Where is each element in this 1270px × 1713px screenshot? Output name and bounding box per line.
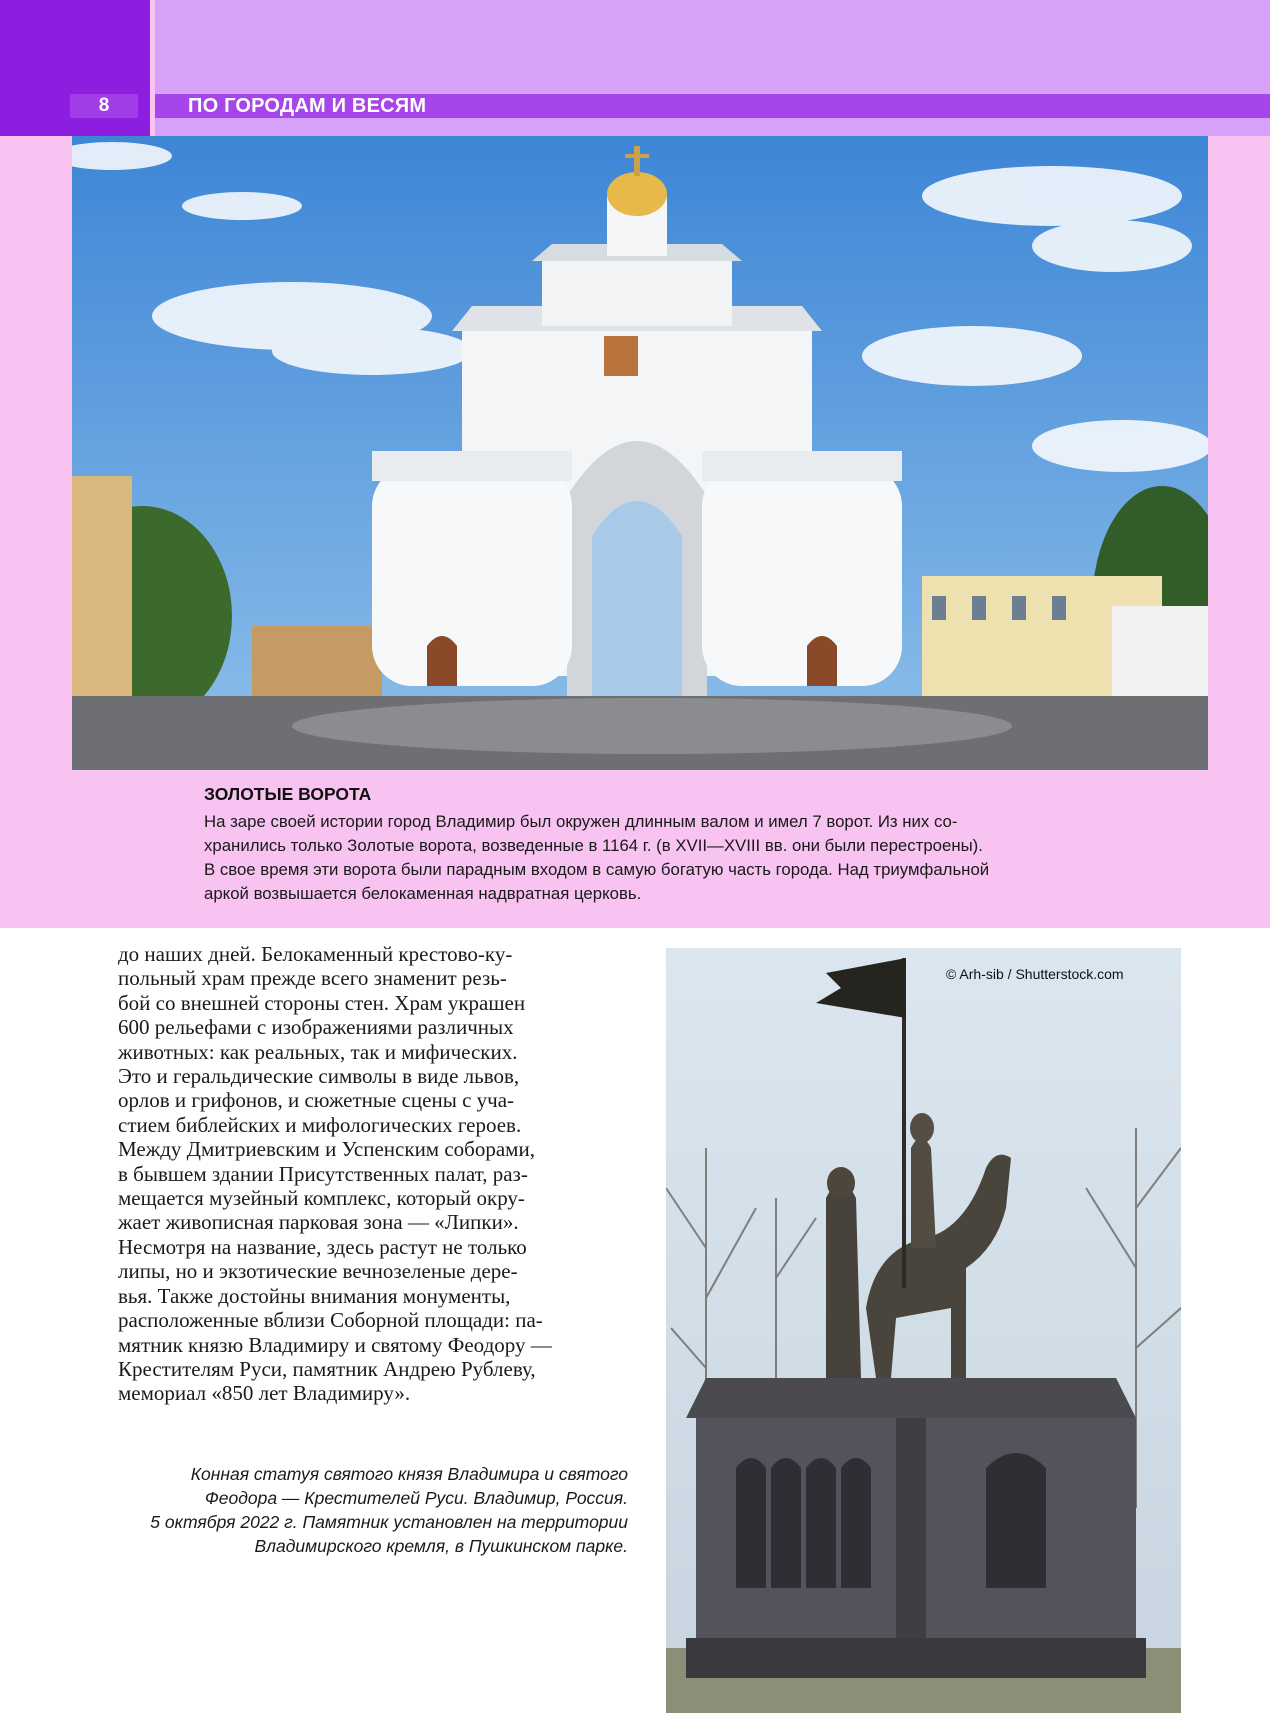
article-line: польный храм прежде всего знаменит резь- <box>118 966 507 991</box>
article-line: мятник князю Владимиру и святому Феодору — <box>118 1332 552 1357</box>
article-line: Между Дмитриевским и Успенским соборами, <box>118 1137 535 1162</box>
article-line: до наших дней. Белокаменный крестово-ку- <box>118 942 513 966</box>
article-line: мемориал «850 лет Владимиру». <box>118 1381 411 1406</box>
golden-gate-photo <box>72 136 1208 770</box>
caption-line: В свое время эти ворота были парадным входом в самую богатую часть города. Над триумфальной <box>204 860 990 879</box>
article-line: орлов и грифонов, и сюжетные сцены с уча- <box>118 1088 515 1113</box>
article-line: расположенные вблизи Соборной площади: па- <box>118 1308 543 1333</box>
caption-line: аркой возвышается белокаменная надвратная церковь. <box>204 884 642 903</box>
article-line: 600 рельефами с изображениями различных <box>118 1015 514 1040</box>
article-line: Крестителям Руси, памятник Андрею Рублеву, <box>118 1356 536 1381</box>
article-line: в бывшем здании Присутственных палат, раз- <box>118 1161 528 1186</box>
article-line: жает живописная парковая зона — «Липки». <box>118 1210 519 1235</box>
caption-title: ЗОЛОТЫЕ ВОРОТА <box>204 784 372 804</box>
statue-caption-line: Феодора — Крестителей Руси. Владимир, Россия. <box>204 1488 628 1508</box>
caption-line: На заре своей истории город Владимир был окружен длинным валом и имел 7 ворот. Из них со- <box>204 812 958 831</box>
article-line: бой со внешней стороны стен. Храм украшен <box>118 990 526 1015</box>
article-line: животных: как реальных, так и мифических. <box>118 1039 518 1064</box>
article-line: Несмотря на название, здесь растут не только <box>118 1234 527 1259</box>
caption-line: хранились только Золотые ворота, возведенные в 1164 г. (в XVII—XVIII вв. они были перестроены). <box>204 836 983 855</box>
page-number: 8 <box>98 95 110 116</box>
statue-caption-line: Конная статуя святого князя Владимира и святого <box>190 1464 628 1484</box>
article-line: вья. Также достойны внимания монументы, <box>118 1283 511 1308</box>
article-line: Это и геральдические символы в виде львов, <box>118 1064 520 1089</box>
statue-caption-line: Владимирского кремля, в Пушкинском парке. <box>254 1536 628 1556</box>
statue-photo <box>666 948 1181 1713</box>
article-line: липы, но и экзотические вечнозеленые дере- <box>118 1259 518 1284</box>
caption-body <box>204 810 1104 906</box>
article-line: стием библейских и мифологических героев. <box>118 1112 522 1137</box>
statue-caption <box>118 1462 628 1558</box>
photo-credit: © Arh-sib / Shutterstock.com <box>946 966 1124 982</box>
article-line: мещается музейный комплекс, который окру- <box>118 1186 525 1211</box>
article-text <box>118 942 632 1406</box>
statue-caption-line: 5 октября 2022 г. Памятник установлен на территории <box>150 1512 628 1532</box>
section-title: ПО ГОРОДАМ И ВЕСЯМ <box>188 95 427 117</box>
